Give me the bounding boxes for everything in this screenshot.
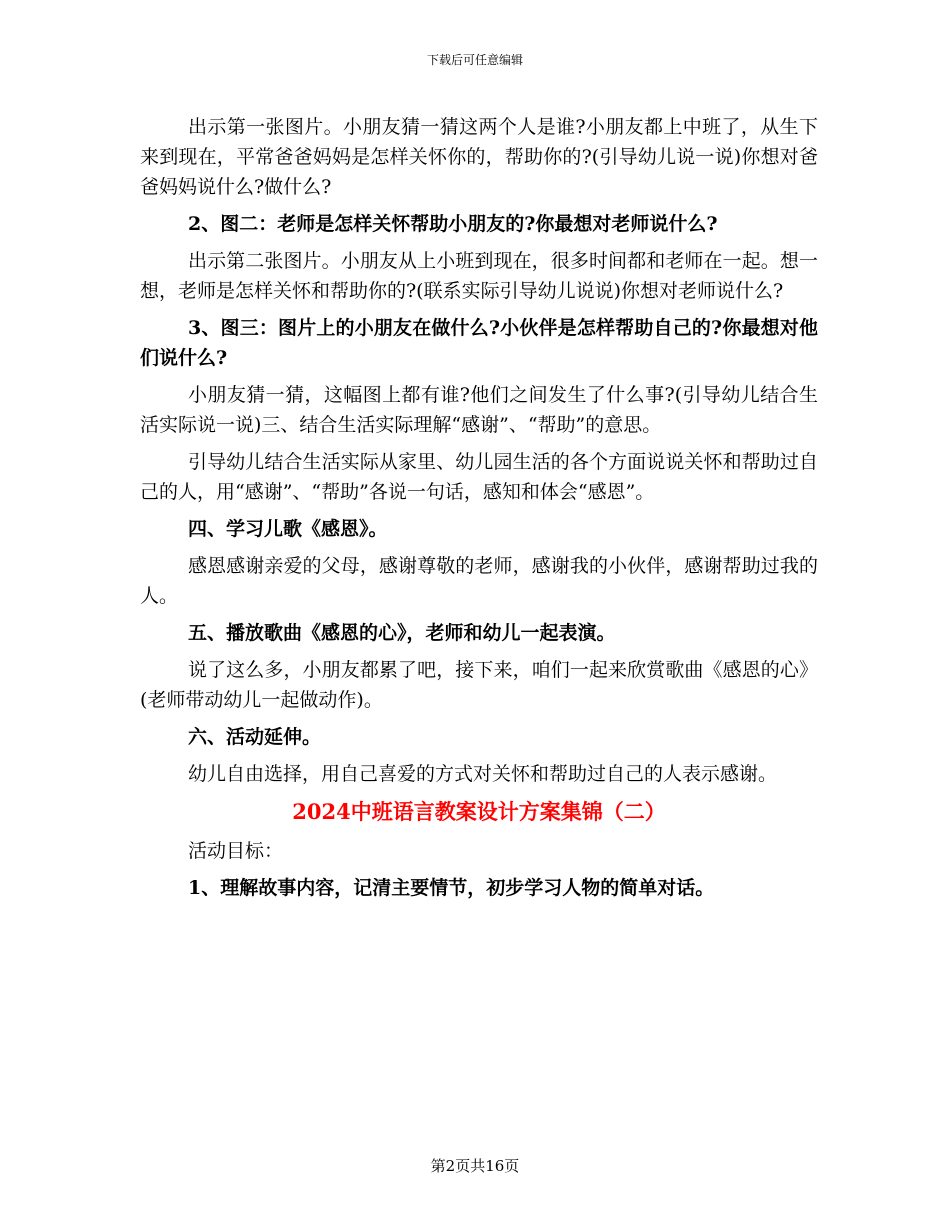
page-header: 下载后可任意编辑: [426, 53, 523, 67]
section-title: 2024中班语言教案设计方案集锦（二）: [292, 799, 666, 824]
paragraph: 幼儿自由选择，用自己喜爱的方式对关怀和帮助过自己的人表示感谢。: [188, 763, 778, 785]
paragraph-heading: 2、图二：老师是怎样关怀帮助小朋友的?你最想对老师说什么?: [188, 213, 718, 235]
paragraph: 活动目标：: [188, 840, 284, 862]
paragraph: 出示第二张图片。小朋友从上小班到现在，很多时间都和老师在一起。想一想，老师是怎样关怀和帮助你的?(联系实际引导幼儿说说)你想对老师说什么?: [140, 250, 818, 302]
paragraph: 感恩感谢亲爱的父母，感谢尊敬的老师，感谢我的小伙伴，感谢帮助过我的人。: [140, 555, 818, 607]
section-heading: 四、学习儿歌《感恩》。: [188, 518, 388, 540]
section-heading: 六、活动延伸。: [188, 726, 322, 748]
paragraph-heading: 1、理解故事内容，记清主要情节，初步学习人物的简单对话。: [188, 877, 715, 899]
paragraph: 小朋友猜一猜，这幅图上都有谁?他们之间发生了什么事?(引导幼儿结合生活实际说一说)三、结合生活实际理解“感谢”、“帮助”的意思。: [140, 384, 818, 436]
section-heading: 五、播放歌曲《感恩的心》，老师和幼儿一起表演。: [188, 622, 616, 644]
paragraph: 说了这么多，小朋友都累了吧，接下来，咱们一起来欣赏歌曲《感恩的心》(老师带动幼儿一起做动作)。: [140, 659, 818, 711]
paragraph: 引导幼儿结合生活实际从家里、幼儿园生活的各个方面说说关怀和帮助过自己的人，用“感谢”、“帮助”各说一句话，感知和体会“感恩”。: [140, 451, 818, 503]
paragraph-heading: 3、图三：图片上的小朋友在做什么?小伙伴是怎样帮助自己的?你最想对他们说什么?: [140, 317, 818, 369]
document-body: [140, 112, 818, 910]
page-footer: 第2页共16页: [430, 1157, 520, 1175]
paragraph: 出示第一张图片。小朋友猜一猜这两个人是谁?小朋友都上中班了，从生下来到现在，平常爸爸妈妈是怎样关怀你的，帮助你的?(引导幼儿说一说)你想对爸爸妈妈说什么?做什么?: [140, 116, 818, 198]
